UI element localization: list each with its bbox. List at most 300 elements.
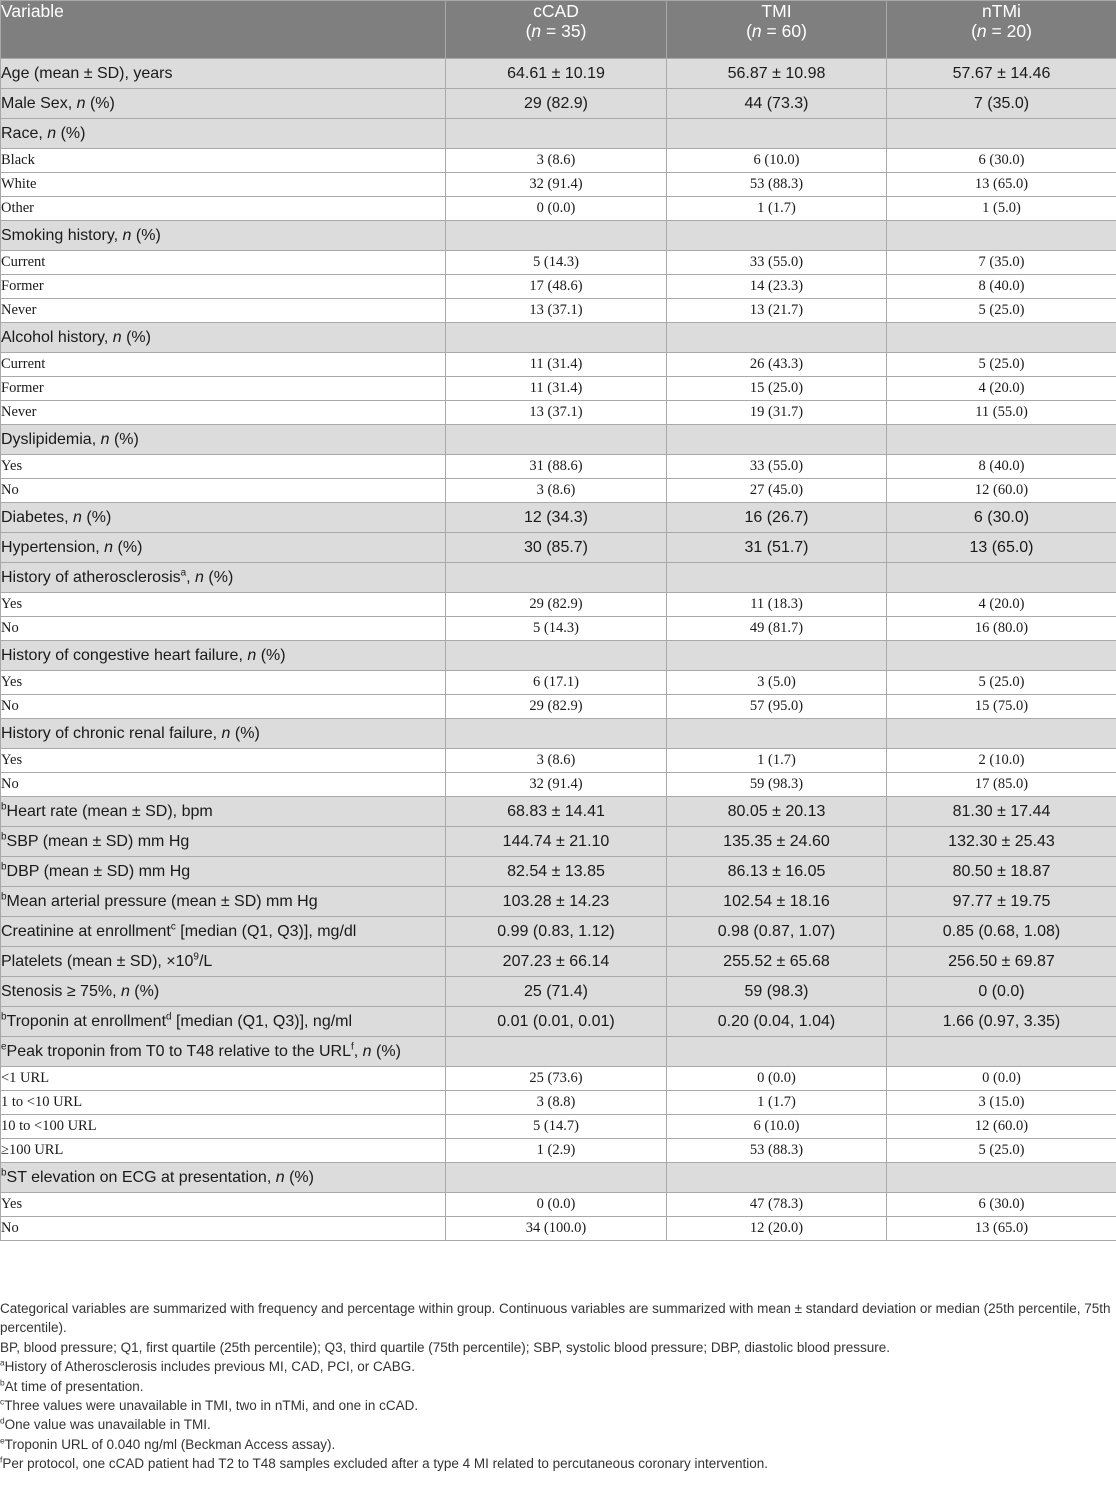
value-cell-ccad: 3 (8.6) (446, 149, 667, 173)
label-text: ST elevation on ECG at presentation, (6, 1168, 276, 1186)
column-header-ntmi: nTMi (n = 20) (887, 1, 1116, 59)
value-cell-ntmi: 8 (40.0) (887, 275, 1116, 299)
label-text: (%) (203, 568, 234, 586)
label-text: Former (1, 380, 44, 396)
label-text: Never (1, 404, 37, 420)
value-cell-tmi: 16 (26.7) (667, 503, 887, 533)
table-subrow (1, 455, 1116, 479)
group-name: TMI (761, 1, 792, 21)
label-text: Yes (1, 458, 23, 474)
table-subrow (1, 617, 1116, 641)
value-cell-ccad: 3 (8.6) (446, 479, 667, 503)
label-text: (%) (113, 538, 143, 556)
value-cell-tmi (667, 1163, 887, 1193)
label-text: ≥100 URL (1, 1142, 64, 1158)
variable-cell (1, 221, 446, 251)
table-row (1, 947, 1116, 977)
variable-cell (1, 671, 446, 695)
label-text: , (186, 568, 196, 586)
label-text: (%) (256, 646, 286, 664)
column-header-variable: Variable (1, 1, 446, 59)
label-text: At time of presentation. (4, 1378, 144, 1394)
table-header-row (1, 1, 1116, 59)
value-cell-ccad: 0 (0.0) (446, 197, 667, 221)
label-text: Peak troponin from T0 to T48 relative to the URL (6, 1042, 351, 1060)
value-cell-ntmi: 12 (60.0) (887, 1115, 1116, 1139)
label-text: Never (1, 302, 37, 318)
value-cell-tmi (667, 425, 887, 455)
variable-cell (1, 719, 446, 749)
label-text: DBP (mean ± SD) mm Hg (6, 862, 191, 880)
label-text: Per protocol, one cCAD patient had T2 to T48 samples excluded after a type 4 MI related to percutaneous coronary intervention. (2, 1456, 769, 1472)
value-cell-ntmi: 16 (80.0) (887, 617, 1116, 641)
value-cell-ccad: 32 (91.4) (446, 173, 667, 197)
italic-text: n (73, 508, 82, 526)
value-cell-ccad: 5 (14.7) (446, 1115, 667, 1139)
value-cell-ccad: 103.28 ± 14.23 (446, 887, 667, 917)
table-subrow (1, 1217, 1116, 1241)
table-subrow (1, 773, 1116, 797)
label-text: (%) (284, 1168, 314, 1186)
table-group-row (1, 1163, 1116, 1193)
table-subrow (1, 149, 1116, 173)
variable-cell (1, 1217, 446, 1241)
table-subrow (1, 377, 1116, 401)
value-cell-tmi: 33 (55.0) (667, 251, 887, 275)
label-text: Diabetes, (1, 508, 74, 526)
table-group-row (1, 641, 1116, 671)
value-cell-tmi: 33 (55.0) (667, 455, 887, 479)
italic-text: n (221, 724, 231, 742)
variable-cell (1, 503, 446, 533)
footnote-marker: e (1, 1041, 7, 1053)
value-cell-ccad (446, 221, 667, 251)
label-text: No (1, 1220, 19, 1236)
value-cell-ntmi: 57.67 ± 14.46 (887, 59, 1116, 89)
value-cell-ccad (446, 1037, 667, 1067)
label-text: (%) (230, 724, 260, 742)
footnote (0, 1377, 1114, 1396)
variable-cell (1, 59, 446, 89)
value-cell-tmi: 26 (43.3) (667, 353, 887, 377)
variable-cell (1, 749, 446, 773)
value-cell-tmi (667, 221, 887, 251)
value-cell-ccad: 25 (73.6) (446, 1067, 667, 1091)
footnote (0, 1454, 1114, 1473)
value-cell-tmi: 14 (23.3) (667, 275, 887, 299)
value-cell-ntmi: 2 (10.0) (887, 749, 1116, 773)
variable-cell (1, 593, 446, 617)
variable-cell (1, 1037, 446, 1067)
label-text: (%) (121, 328, 151, 346)
footnote-marker: c (170, 921, 176, 933)
value-cell-tmi: 3 (5.0) (667, 671, 887, 695)
value-cell-ntmi: 0 (0.0) (887, 1067, 1116, 1091)
label-text: BP, blood pressure; Q1, first quartile (25th percentile); Q3, third quartile (75th percentile); SBP, systolic blood pressure; DBP, diastolic blood pressure. (0, 1339, 890, 1355)
value-cell-ntmi: 0 (0.0) (887, 977, 1116, 1007)
table-subrow (1, 251, 1116, 275)
label-text: Heart rate (mean ± SD), bpm (6, 802, 213, 820)
value-cell-tmi: 31 (51.7) (667, 533, 887, 563)
table-subrow (1, 479, 1116, 503)
column-header-tmi: TMI (n = 60) (667, 1, 887, 59)
label-text: 10 to <100 URL (1, 1118, 97, 1134)
value-cell-tmi: 12 (20.0) (667, 1217, 887, 1241)
footnote (0, 1415, 1114, 1434)
table-row (1, 1007, 1116, 1037)
n-value: = 35 (546, 21, 581, 41)
value-cell-ccad: 3 (8.6) (446, 749, 667, 773)
label-text: [median (Q1, Q3)], mg/dl (175, 922, 357, 940)
footnote-marker: e (0, 1435, 5, 1446)
label-text: Other (1, 200, 35, 216)
n-value: = 20 (991, 21, 1027, 41)
column-header-ccad: cCAD (n = 35) (446, 1, 667, 59)
variable-cell (1, 1115, 446, 1139)
n-label: n (751, 21, 762, 41)
group-name: nTMi (982, 1, 1021, 21)
footnote (0, 1435, 1114, 1454)
footnote-marker: f (0, 1454, 3, 1465)
value-cell-tmi (667, 563, 887, 593)
variable-cell (1, 377, 446, 401)
n-label: n (531, 21, 542, 41)
variable-cell (1, 563, 446, 593)
value-cell-tmi: 13 (21.7) (667, 299, 887, 323)
value-cell-tmi: 1 (1.7) (667, 197, 887, 221)
value-cell-ntmi (887, 719, 1116, 749)
table-subrow (1, 1091, 1116, 1115)
label-text: History of Atherosclerosis includes previous MI, CAD, PCI, or CABG. (4, 1359, 416, 1375)
footnote-marker: b (1, 801, 7, 813)
value-cell-ntmi: 1.66 (0.97, 3.35) (887, 1007, 1116, 1037)
value-cell-ntmi: 5 (25.0) (887, 1139, 1116, 1163)
footnote-marker: a (180, 567, 187, 579)
value-cell-tmi: 86.13 ± 16.05 (667, 857, 887, 887)
footnote-marker: c (0, 1396, 5, 1407)
value-cell-ntmi: 81.30 ± 17.44 (887, 797, 1116, 827)
label-text: Stenosis ≥ 75%, (1, 982, 121, 1000)
value-cell-tmi: 15 (25.0) (667, 377, 887, 401)
footnote-marker: b (1, 891, 7, 903)
value-cell-ntmi: 4 (20.0) (887, 593, 1116, 617)
label-text: (%) (81, 508, 112, 526)
label-text: History of atherosclerosis (1, 568, 181, 586)
value-cell-ccad (446, 719, 667, 749)
italic-text: n (120, 982, 130, 1000)
variable-cell (1, 1067, 446, 1091)
table-subrow (1, 299, 1116, 323)
variable-cell (1, 773, 446, 797)
label-text: Male Sex, (1, 94, 77, 112)
table-subrow (1, 749, 1116, 773)
table-subrow (1, 671, 1116, 695)
label-text: No (1, 482, 19, 498)
table-row (1, 917, 1116, 947)
value-cell-ntmi: 17 (85.0) (887, 773, 1116, 797)
value-cell-ccad: 29 (82.9) (446, 89, 667, 119)
label-text: White (1, 176, 37, 192)
italic-text: n (247, 646, 257, 664)
value-cell-ntmi: 256.50 ± 69.87 (887, 947, 1116, 977)
label-text: (%) (109, 430, 139, 448)
value-cell-tmi: 27 (45.0) (667, 479, 887, 503)
table-group-row (1, 1037, 1116, 1067)
italic-text: n (76, 94, 86, 112)
variable-cell (1, 1007, 446, 1037)
variable-cell (1, 455, 446, 479)
label-text: Current (1, 254, 46, 270)
label-text: Mean arterial pressure (mean ± SD) mm Hg (6, 892, 318, 910)
value-cell-tmi: 11 (18.3) (667, 593, 887, 617)
value-cell-ntmi (887, 1037, 1116, 1067)
value-cell-ntmi: 4 (20.0) (887, 377, 1116, 401)
table-subrow (1, 401, 1116, 425)
variable-cell (1, 977, 446, 1007)
value-cell-tmi (667, 119, 887, 149)
label-text: Black (1, 152, 35, 168)
label-text: (%) (371, 1042, 401, 1060)
value-cell-ntmi: 1 (5.0) (887, 197, 1116, 221)
label-text: , (353, 1042, 363, 1060)
variable-cell (1, 641, 446, 671)
table-subrow (1, 197, 1116, 221)
value-cell-ntmi: 97.77 ± 19.75 (887, 887, 1116, 917)
italic-text: n (112, 328, 122, 346)
value-cell-ntmi: 6 (30.0) (887, 503, 1116, 533)
value-cell-ntmi: 13 (65.0) (887, 173, 1116, 197)
label-text: Platelets (mean ± SD), ×10 (1, 952, 194, 970)
value-cell-ccad: 6 (17.1) (446, 671, 667, 695)
table-row (1, 857, 1116, 887)
label-text: Race, (1, 124, 48, 142)
label-text: Hypertension, (1, 538, 105, 556)
table-group-row (1, 323, 1116, 353)
table-row (1, 827, 1116, 857)
value-cell-ccad: 207.23 ± 66.14 (446, 947, 667, 977)
value-cell-ccad: 5 (14.3) (446, 251, 667, 275)
value-cell-tmi: 1 (1.7) (667, 749, 887, 773)
table-row (1, 533, 1116, 563)
label-text: History of chronic renal failure, (1, 724, 222, 742)
value-cell-ccad: 32 (91.4) (446, 773, 667, 797)
value-cell-ccad: 1 (2.9) (446, 1139, 667, 1163)
label-text: (%) (129, 982, 160, 1000)
value-cell-ccad: 29 (82.9) (446, 695, 667, 719)
variable-cell (1, 1091, 446, 1115)
table-subrow (1, 1193, 1116, 1217)
value-cell-ntmi (887, 119, 1116, 149)
value-cell-ccad: 13 (37.1) (446, 299, 667, 323)
label-text: No (1, 698, 19, 714)
table-subrow (1, 1139, 1116, 1163)
value-cell-ccad: 12 (34.3) (446, 503, 667, 533)
value-cell-ntmi (887, 641, 1116, 671)
italic-text: n (275, 1168, 285, 1186)
label-text: Yes (1, 752, 23, 768)
variable-cell (1, 89, 446, 119)
value-cell-ccad: 0.99 (0.83, 1.12) (446, 917, 667, 947)
label-text: No (1, 620, 19, 636)
value-cell-ccad: 13 (37.1) (446, 401, 667, 425)
table-footnotes (0, 1299, 1114, 1474)
variable-cell (1, 149, 446, 173)
variable-cell (1, 299, 446, 323)
table-subrow (1, 695, 1116, 719)
value-cell-ccad: 3 (8.8) (446, 1091, 667, 1115)
footnote (0, 1299, 1114, 1338)
value-cell-tmi: 57 (95.0) (667, 695, 887, 719)
table-row (1, 797, 1116, 827)
value-cell-ntmi: 7 (35.0) (887, 89, 1116, 119)
value-cell-ntmi (887, 221, 1116, 251)
table-subrow (1, 353, 1116, 377)
variable-cell (1, 479, 446, 503)
italic-text: n (122, 226, 132, 244)
italic-text: n (100, 430, 110, 448)
value-cell-ntmi (887, 563, 1116, 593)
label-text: Yes (1, 674, 23, 690)
label-text: 1 to <10 URL (1, 1094, 83, 1110)
table-subrow (1, 275, 1116, 299)
value-cell-tmi: 80.05 ± 20.13 (667, 797, 887, 827)
variable-cell (1, 617, 446, 641)
value-cell-ntmi: 5 (25.0) (887, 299, 1116, 323)
table-subrow (1, 173, 1116, 197)
italic-text: n (195, 568, 204, 586)
value-cell-ntmi: 6 (30.0) (887, 149, 1116, 173)
value-cell-ccad (446, 563, 667, 593)
value-cell-tmi: 102.54 ± 18.16 (667, 887, 887, 917)
value-cell-tmi (667, 719, 887, 749)
label-text: <1 URL (1, 1070, 50, 1086)
footnote-marker: b (1, 831, 7, 843)
variable-cell (1, 173, 446, 197)
footnote-marker: b (0, 1377, 5, 1388)
value-cell-ccad: 25 (71.4) (446, 977, 667, 1007)
variable-cell (1, 857, 446, 887)
table-subrow (1, 1115, 1116, 1139)
value-cell-ntmi: 13 (65.0) (887, 1217, 1116, 1241)
value-cell-ntmi: 15 (75.0) (887, 695, 1116, 719)
value-cell-ntmi: 0.85 (0.68, 1.08) (887, 917, 1116, 947)
value-cell-ccad (446, 119, 667, 149)
variable-cell (1, 251, 446, 275)
variable-cell (1, 353, 446, 377)
value-cell-tmi: 59 (98.3) (667, 773, 887, 797)
label-text: Categorical variables are summarized with frequency and percentage within group. Continuous variables are summarized with mean ± standard deviation or median (25th percentile, 75th percentile). (0, 1301, 1111, 1336)
value-cell-tmi: 135.35 ± 24.60 (667, 827, 887, 857)
footnote-marker: b (1, 1167, 7, 1179)
label-text: SBP (mean ± SD) mm Hg (6, 832, 190, 850)
label-text: [median (Q1, Q3)], ng/ml (171, 1012, 353, 1030)
value-cell-tmi: 59 (98.3) (667, 977, 887, 1007)
footnote-marker: d (0, 1415, 5, 1426)
value-cell-ntmi: 7 (35.0) (887, 251, 1116, 275)
value-cell-ccad: 34 (100.0) (446, 1217, 667, 1241)
value-cell-ntmi: 80.50 ± 18.87 (887, 857, 1116, 887)
value-cell-tmi: 53 (88.3) (667, 1139, 887, 1163)
value-cell-tmi: 0 (0.0) (667, 1067, 887, 1091)
value-cell-tmi: 0.20 (0.04, 1.04) (667, 1007, 887, 1037)
label-text: (%) (85, 94, 115, 112)
footnote (0, 1396, 1114, 1415)
group-name: cCAD (533, 1, 579, 21)
value-cell-ccad: 64.61 ± 10.19 (446, 59, 667, 89)
label-text: No (1, 776, 19, 792)
table-group-row (1, 119, 1116, 149)
variable-cell (1, 947, 446, 977)
value-cell-tmi: 53 (88.3) (667, 173, 887, 197)
table-row (1, 503, 1116, 533)
label-text: Former (1, 278, 44, 294)
value-cell-ntmi: 12 (60.0) (887, 479, 1116, 503)
label-text: Three values were unavailable in TMI, two in nTMi, and one in cCAD. (4, 1398, 419, 1414)
value-cell-tmi: 6 (10.0) (667, 149, 887, 173)
value-cell-ccad (446, 1163, 667, 1193)
label-text: Creatinine at enrollment (1, 922, 171, 940)
variable-cell (1, 197, 446, 221)
italic-text: n (362, 1042, 372, 1060)
value-cell-tmi: 0.98 (0.87, 1.07) (667, 917, 887, 947)
variable-cell (1, 695, 446, 719)
value-cell-ccad: 31 (88.6) (446, 455, 667, 479)
value-cell-ccad (446, 641, 667, 671)
table-row (1, 977, 1116, 1007)
label-text: Yes (1, 1196, 23, 1212)
value-cell-ntmi: 8 (40.0) (887, 455, 1116, 479)
value-cell-ccad: 68.83 ± 14.41 (446, 797, 667, 827)
table-row (1, 59, 1116, 89)
label-text: Troponin at enrollment (6, 1012, 167, 1030)
label-text: /L (198, 952, 213, 970)
value-cell-ntmi (887, 1163, 1116, 1193)
label-text: Smoking history, (1, 226, 123, 244)
footnote-marker: 9 (193, 951, 199, 963)
label-text: (%) (131, 226, 161, 244)
variable-cell (1, 401, 446, 425)
italic-text: n (47, 124, 57, 142)
variable-cell (1, 887, 446, 917)
label-text: Age (mean ± SD), years (1, 64, 173, 82)
value-cell-ntmi (887, 425, 1116, 455)
value-cell-tmi (667, 1037, 887, 1067)
value-cell-ntmi (887, 323, 1116, 353)
value-cell-ntmi: 13 (65.0) (887, 533, 1116, 563)
label-text: Yes (1, 596, 23, 612)
value-cell-ccad: 5 (14.3) (446, 617, 667, 641)
variable-cell (1, 1139, 446, 1163)
table-subrow (1, 1067, 1116, 1091)
value-cell-ccad: 82.54 ± 13.85 (446, 857, 667, 887)
value-cell-tmi: 255.52 ± 65.68 (667, 947, 887, 977)
variable-cell (1, 533, 446, 563)
label-text: History of congestive heart failure, (1, 646, 248, 664)
table-group-row (1, 563, 1116, 593)
footnote-marker: b (1, 861, 7, 873)
value-cell-ccad: 11 (31.4) (446, 353, 667, 377)
value-cell-ntmi: 132.30 ± 25.43 (887, 827, 1116, 857)
variable-cell (1, 425, 446, 455)
value-cell-ccad (446, 425, 667, 455)
variable-cell (1, 275, 446, 299)
value-cell-tmi: 44 (73.3) (667, 89, 887, 119)
variable-cell (1, 119, 446, 149)
value-cell-tmi (667, 323, 887, 353)
value-cell-tmi: 47 (78.3) (667, 1193, 887, 1217)
footnote (0, 1357, 1114, 1376)
label-text: Troponin URL of 0.040 ng/ml (Beckman Access assay). (4, 1436, 336, 1452)
